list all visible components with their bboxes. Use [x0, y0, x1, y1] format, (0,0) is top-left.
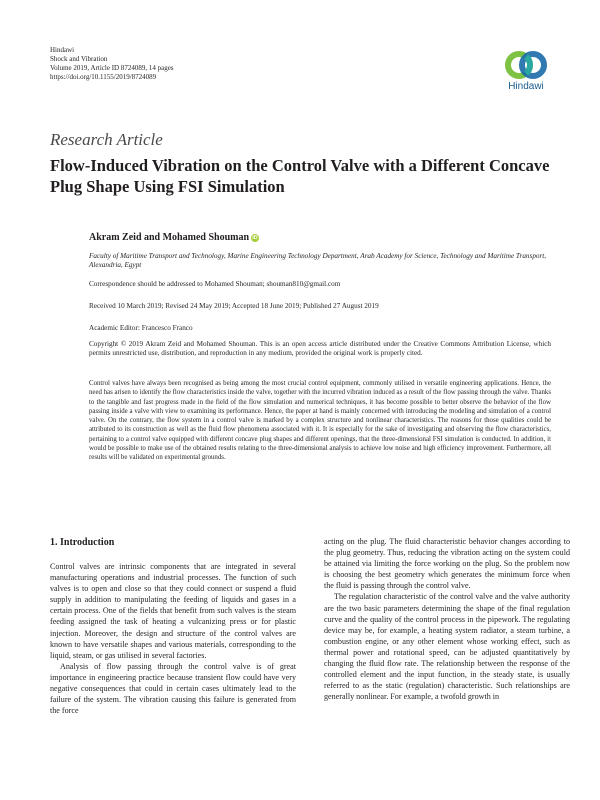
publisher-name: Hindawi [50, 46, 75, 54]
authors-text: Akram Zeid and Mohamed Shouman [89, 232, 250, 243]
paragraph: The regulation characteristic of the control valve and the valve authority are the two basic parameters determining the shape of the final regulation curve and the quality of the control process in the pipework. The regulating device may be, for example, a heating system radiator, a steam turbine, a combustion engine, or any other element whose working effect, such as thermal power and rotational speed, can be adjusted quantitatively by changing the fluid flow rate. The relationship between the response of the controlled element and the input function, in the steady state, is usually referred to as the static (regulation) characteristic. Such relationships are generally nonlinear. For example, a twofold growth in [324, 592, 570, 702]
hindawi-logo-icon [504, 48, 548, 82]
journal-info [50, 46, 174, 82]
logo-wordmark: Hindawi [508, 81, 544, 92]
doi-link[interactable]: https://doi.org/10.1155/2019/8724089 [50, 72, 157, 81]
hindawi-logo [494, 48, 558, 92]
correspondence: Correspondence should be addressed to Mohamed Shouman; shouman810@gmail.com [89, 280, 341, 288]
journal-name: Shock and Vibration [50, 54, 108, 63]
orcid-icon[interactable]: iD [252, 235, 258, 241]
academic-editor: Academic Editor: Francesco Franco [89, 324, 193, 332]
copyright-notice: Copyright © 2019 Akram Zeid and Mohamed Shouman. This is an open access article distributed under the Creative Commons Attribution License, which permits unrestricted use, distribution, and reproduction in any medium, provided the original work is properly cited. [89, 340, 551, 358]
affiliation: Faculty of Maritime Transport and Technology, Marine Engineering Technology Department, Arab Academy for Science, Technology and Maritime Transport, Alexandria, Egypt [89, 252, 547, 270]
paragraph: Control valves are intrinsic components that are integrated in several manufacturing operations and industrial processes. The function of such valves is to open and close so that they could connect or suspend a fluid supply in addition to manipulating the feeding of liquids and gases in a certain process. One of the fields that benefit from such valves is the steam feeding assigned the task of heating a vulcanizing press or for plastic injection. Moreover, the design and structure of the control valves are known to have versatile shapes and various materials, corresponding to the liquid, steam, or gas utilised in several factories. [50, 562, 296, 660]
paragraph: Analysis of flow passing through the control valve is of great importance in engineering practice because transient flow could have very negative consequences that could in certain cases ultimately lead to the failure of the system. The vibration causing this failure is generated from the force [50, 661, 296, 716]
paragraph: acting on the plug. The fluid characteristic behavior changes according to the plug geometry. Thus, reducing the vibration acting on the system could be attained via limiting the force working on the plug. So the problem now is choosing the best geometry which generates the minimum force when the fluid is passing through the control valve. [324, 537, 570, 591]
paper-title: Flow-Induced Vibration on the Control Valve with a Different Concave Plug Shape Using FSI Simulation [50, 156, 550, 196]
article-type: Research Article [50, 130, 163, 149]
left-column [50, 536, 296, 716]
volume-line: Volume 2019, Article ID 8724089, 14 pages [50, 63, 174, 72]
publication-dates: Received 10 March 2019; Revised 24 May 2019; Accepted 18 June 2019; Published 27 August 2019 [89, 302, 379, 310]
section-heading: 1. Introduction [50, 537, 115, 548]
right-column [324, 536, 570, 702]
author-list [89, 232, 259, 243]
abstract: Control valves have always been recognised as being among the most crucial control equipment, commonly utilised in versatile engineering applications. Hence, the need has arisen to identify the flow characteristics inside the valve, together with the incurred vibration induced as a result of the flow passing through the valve. Thanks to the tangible and fast progress made in the field of the flow simulation and numerical techniques, it has become possible to better observe the behavior of the flow passing inside a valve with view to examining its performance. Hence, the paper at hand is mainly concerned with introducing the modeling and simulation of a control valve. On the contrary, the flow system in a control valve is marked by a complex structure and nonlinear characteristics. The reasons for those qualities could be attributed to its construction as well as the fluid flow phenomena associated with it. It is especially for the sake of investigating and observing the flow characteristics, pertaining to a control valve equipped with different concave plug shapes and different openings, that the three-dimensional FSI simulation is conducted. In addition, it would be possible to make use of the obtained results relating to the three-dimensional analysis to achieve low noise and high efficiency improvement. Furthermore, all results will be validated on experimental grounds. [89, 380, 551, 461]
